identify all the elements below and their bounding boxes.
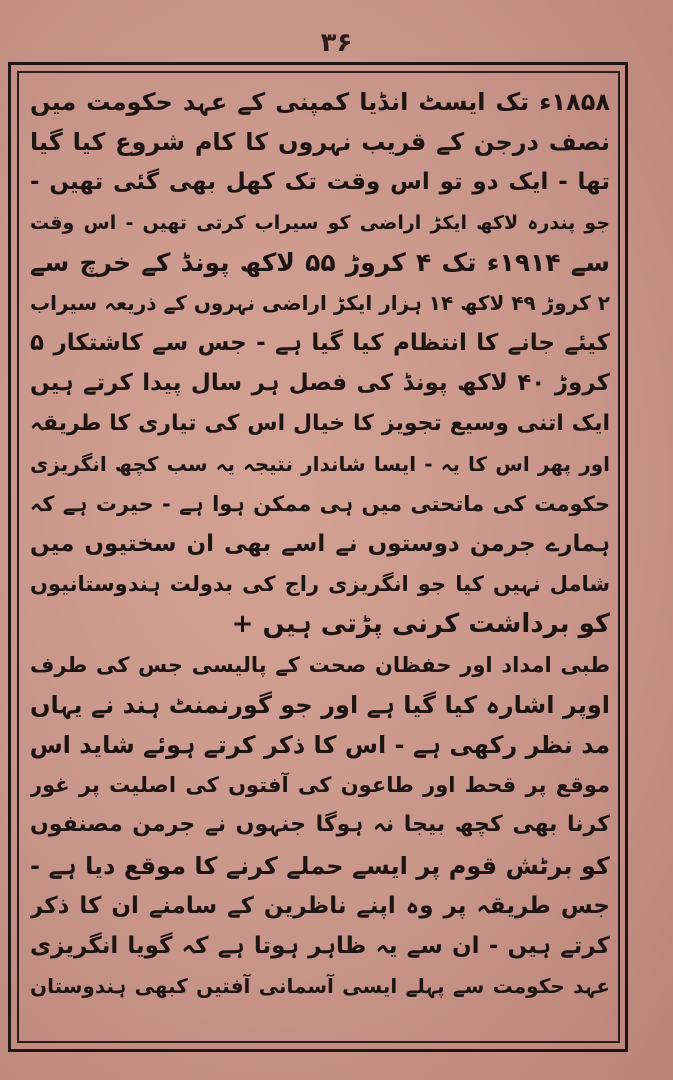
text-line: شامل نہیں کیا جو انگریزی راج کی بدولت ہندوستانیوں [30, 572, 610, 597]
text-line: کو برٹش قوم پر ایسے حملے کرنے کا موقع دیا ہے - [30, 851, 610, 880]
text-line: ۲ کروڑ ۴۹ لاکھ ۱۴ ہزار ایکڑ اراضی نہروں کے ذریعہ سیراب [30, 290, 610, 315]
text-line: جو پندرہ لاکھ ایکڑ اراضی کو سیراب کرتی تھیں - اس وقت [30, 211, 610, 234]
text-line: کیئے جانے کا انتظام کیا گیا ہے - جس سے کاشتکار ۵ [30, 330, 610, 357]
text-line: عہد حکومت سے پہلے ایسی آسمانی آفتیں کبھی ہندوستان [30, 974, 610, 999]
page-number: ۳۶ [320, 28, 353, 58]
text-line: کرنا بھی کچھ بیجا نہ ہوگا جنہوں نے جرمن مصنفوں [30, 812, 610, 838]
paragraph-end-line: کو برداشت کرنی پڑتی ہیں + [231, 609, 610, 640]
text-line: کروڑ ۴۰ لاکھ پونڈ کی فصل ہر سال پیدا کرتے ہیں [30, 370, 610, 397]
text-line: نصف درجن کے قریب نہروں کا کام شروع کیا گیا [30, 128, 610, 157]
text-line: مد نظر رکھی ہے - اس کا ذکر کرتے ہوئے شاید اس [30, 731, 610, 759]
text-line: سے ۱۹۱۴ء تک ۴ کروڑ ۵۵ لاکھ پونڈ کے خرچ سے [30, 247, 610, 277]
text-line: حکومت کی ماتحتی میں ہی ممکن ہوا ہے - حیرت ہے کہ [30, 491, 610, 516]
text-line: کرتے ہیں - ان سے یہ ظاہر ہوتا ہے کہ گویا انگریزی [30, 932, 610, 959]
urdu-text-body [30, 82, 610, 1037]
text-line: جس طریقہ پر وہ اپنے ناظرین کے سامنے ان کا ذکر [30, 892, 610, 919]
text-line: ۱۸۵۸ء تک ایسٹ انڈیا کمپنی کے عہد حکومت میں [30, 88, 610, 116]
text-line: طبی امداد اور حفظان صحت کے پالیسی جس کی طرف [30, 652, 610, 677]
text-line: تھا - ایک دو تو اس وقت تک کھل بھی گئی تھیں - [30, 169, 610, 196]
text-line: اور پھر اس کا یہ - ایسا شاندار نتیجہ یہ سب کچھ انگریزی [30, 451, 610, 476]
text-line: ایک اتنی وسیع تجویز کا خیال اس کی تیاری کا طریقہ [30, 410, 610, 436]
text-line: موقع پر قحط اور طاعون کی آفتوں کی اصلیت پر غور [30, 773, 610, 798]
text-line: اوپر اشارہ کیا گیا ہے اور جو گورنمنٹ ہند نے یہاں [30, 690, 610, 719]
text-line: ہمارے جرمن دوستوں نے اسے بھی ان سختیوں میں [30, 531, 610, 558]
